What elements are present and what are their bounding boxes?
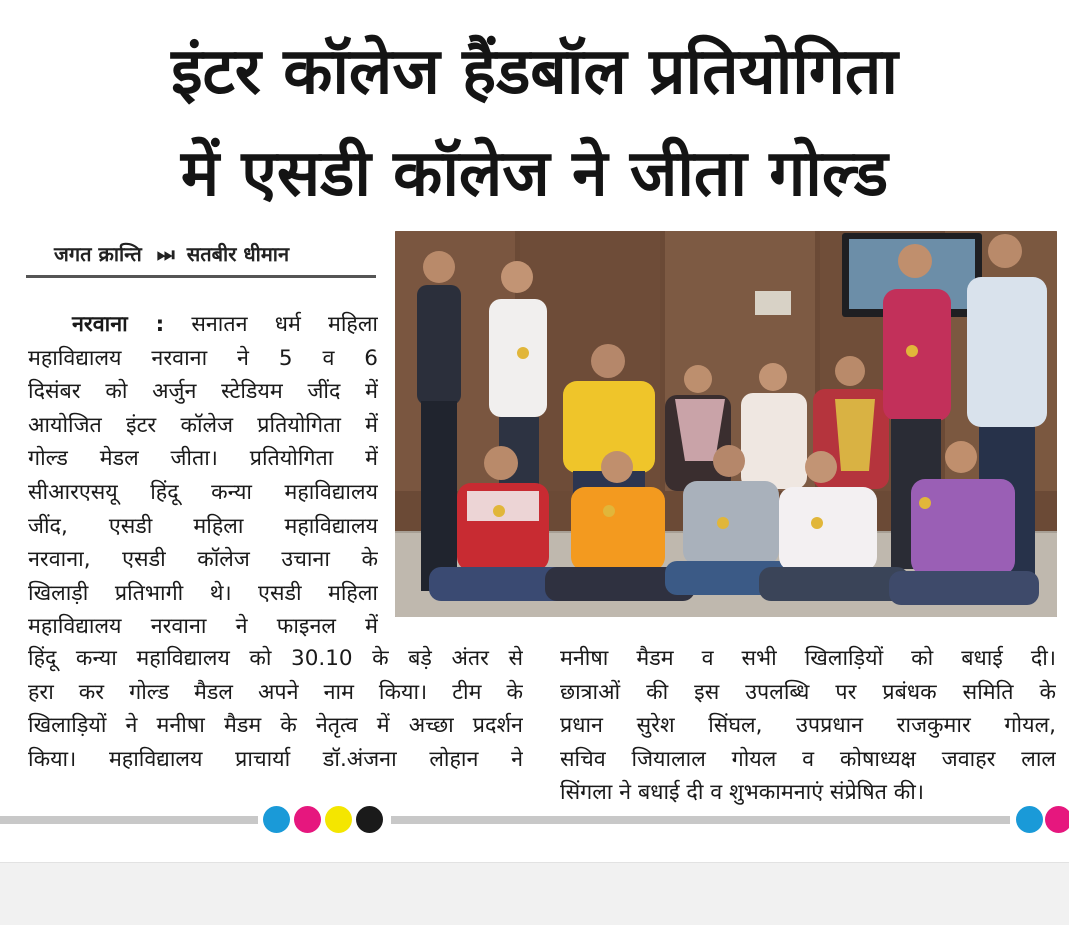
text-line: किया। महाविद्यालय प्राचार्या डॉ.अंजना लोहान ने — [28, 746, 523, 772]
magenta-dot-icon — [1045, 806, 1069, 833]
text-line: प्रधान सुरेश सिंघल, उपप्रधान राजकुमार गोयल, — [560, 713, 1056, 739]
article-column-1-continued — [28, 642, 523, 776]
text-line: खिलाड़ियों ने मनीषा मैडम के नेतृत्व में अच्छा प्रदर्शन — [28, 713, 523, 739]
byline-source: जगत क्रान्ति — [54, 242, 142, 266]
magenta-dot-icon — [294, 806, 321, 833]
text-line: हिंदू कन्या महाविद्यालय को 30.10 के बड़े अंतर से — [28, 646, 523, 671]
team-photo-icon — [395, 231, 1057, 617]
article-column-2 — [560, 642, 1056, 810]
byline — [54, 240, 289, 267]
text-line-content: सनातन धर्म महिला — [191, 312, 378, 337]
text-line: आयोजित इंटर कॉलेज प्रतियोगिता में — [28, 412, 378, 438]
text-line: सचिव जियालाल गोयल व कोषाध्यक्ष जवाहर लाल — [560, 746, 1056, 772]
text-line: सीआरएसयू हिंदू कन्या महाविद्यालय — [28, 479, 378, 505]
text-line: हरा कर गोल्ड मैडल अपने नाम किया। टीम के — [28, 679, 523, 705]
cyan-dot-icon — [1016, 806, 1043, 833]
text-line: मनीषा मैडम व सभी खिलाड़ियों को बधाई दी। — [560, 646, 1056, 671]
text-line: महाविद्यालय नरवाना ने फाइनल में — [28, 614, 378, 640]
article-column-1 — [28, 308, 378, 644]
text-line: सिंगला ने बधाई दी व शुभकामनाएं संप्रेषित की। — [560, 780, 924, 806]
headline-line-1: इंटर कॉलेज हैंडबॉल प्रतियोगिता — [171, 35, 898, 109]
registration-rule-right — [391, 816, 1010, 824]
forward-arrow-icon: ⏭ — [156, 242, 172, 266]
yellow-dot-icon — [325, 806, 352, 833]
text-line — [28, 308, 378, 342]
byline-author: सतबीर धीमान — [186, 242, 290, 266]
text-line: महाविद्यालय नरवाना ने 5 व 6 — [28, 345, 378, 371]
text-line: नरवाना, एसडी कॉलेज उचाना के — [28, 547, 378, 573]
text-line: छात्राओं की इस उपलब्धि पर प्रबंधक समिति के — [560, 679, 1056, 705]
text-line: दिसंबर को अर्जुन स्टेडियम जींद में — [28, 379, 378, 405]
page-bottom-margin — [0, 862, 1069, 925]
cyan-dot-icon — [263, 806, 290, 833]
text-line: जींद, एसडी महिला महाविद्यालय — [28, 513, 378, 539]
text-line: खिलाड़ी प्रतिभागी थे। एसडी महिला — [28, 580, 378, 606]
headline-line-2: में एसडी कॉलेज ने जीता गोल्ड — [180, 137, 889, 211]
text-line: गोल्ड मेडल जीता। प्रतियोगिता में — [28, 446, 378, 472]
registration-rule-left — [0, 816, 258, 824]
byline-rule — [26, 275, 376, 278]
dateline: नरवाना : — [72, 312, 165, 337]
black-dot-icon — [356, 806, 383, 833]
team-photo — [395, 231, 1057, 617]
